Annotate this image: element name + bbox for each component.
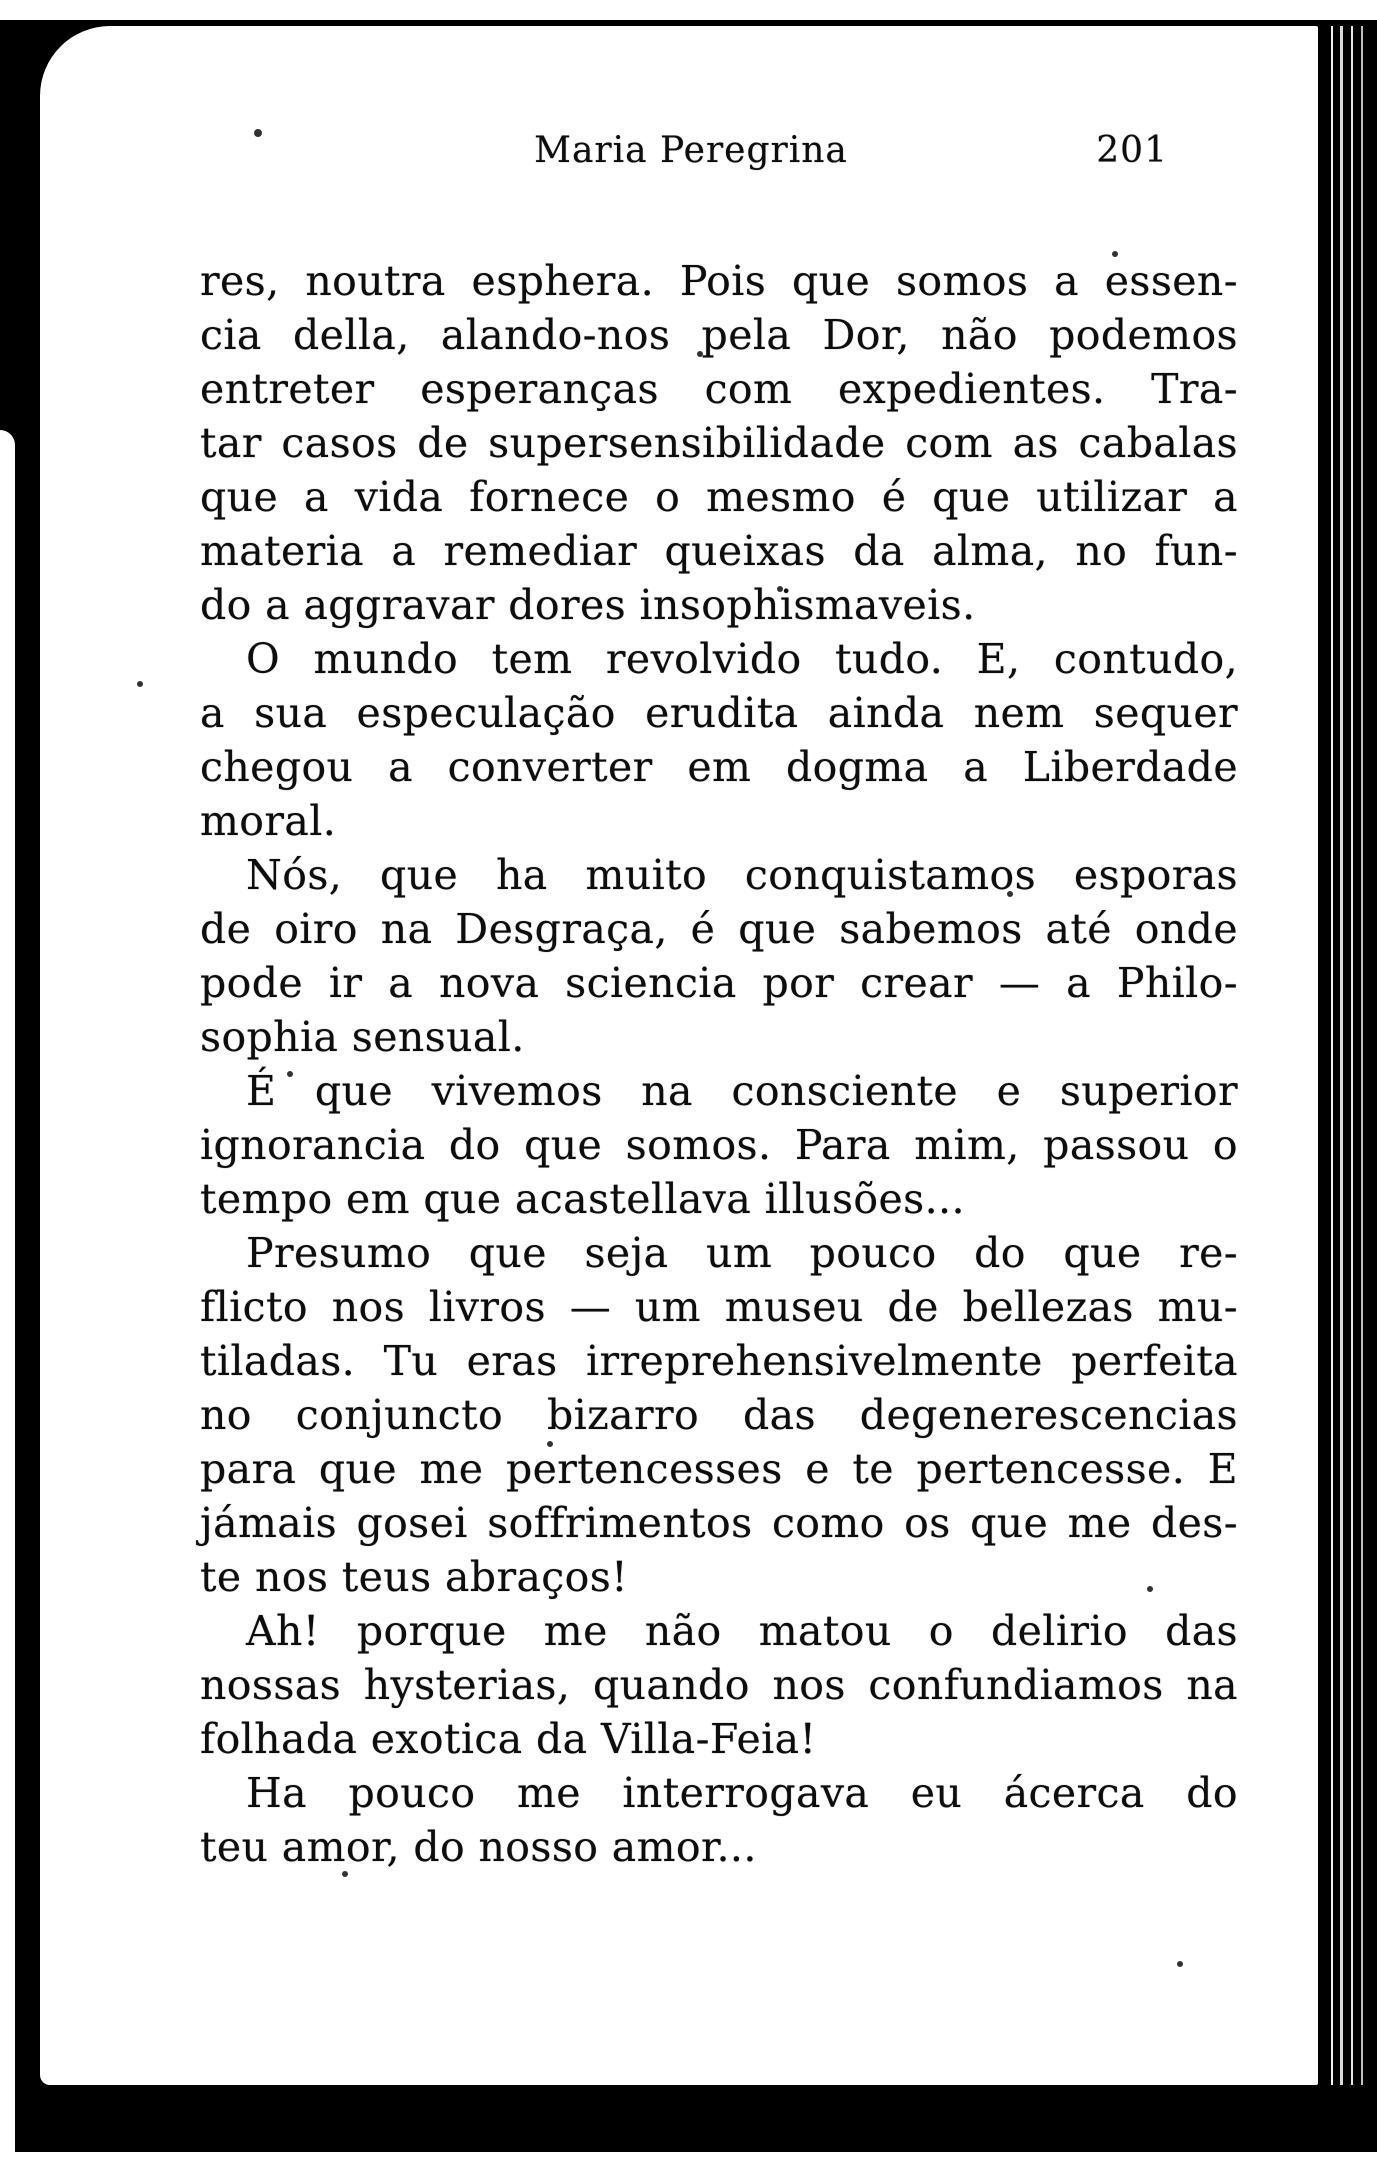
text-line: É que vivemos na consciente e superior [246,1067,1238,1115]
text-line: tar casos de supersensibilidade com as cabalas [200,419,1238,467]
text-line: que a vida fornece o mesmo é que utilizar a [200,473,1238,521]
text-line: de oiro na Desgraça, é que sabemos até onde [200,905,1238,953]
book-page-edges [1318,26,1377,2085]
page-header [200,130,1238,186]
page-text [200,254,1238,1874]
text-line: flicto nos livros — um museu de bellezas mu- [200,1283,1238,1331]
text-line: Ah! porque me não matou o delirio das [246,1607,1238,1655]
page-number: 201 [1096,130,1168,171]
text-line: te nos teus abraços! [200,1553,629,1601]
running-title: Maria Peregrina [534,130,848,171]
text-line: res, noutra esphera. Pois que somos a essen- [200,257,1238,305]
text-line: materia a remediar queixas da alma, no fun- [200,527,1238,575]
text-line: Nós, que ha muito conquistamos esporas [246,851,1238,899]
text-line: ignorancia do que somos. Para mim, passou o [200,1121,1238,1169]
text-line: Presumo que seja um pouco do que re- [246,1229,1238,1277]
text-line: nossas hysterias, quando nos confundiamos na [200,1661,1238,1709]
text-line: para que me pertencesses e te pertencesse. E [200,1445,1238,1493]
text-line: tempo em que acastellava illusões... [200,1175,965,1223]
printed-page [40,26,1318,2085]
text-line: sophia sensual. [200,1013,525,1061]
text-line: no conjuncto bizarro das degenerescencias [200,1391,1238,1439]
text-line: chegou a converter em dogma a Liberdade [200,743,1238,791]
text-line: do a aggravar dores insophismaveis. [200,581,976,629]
text-line: folhada exotica da Villa-Feia! [200,1715,817,1763]
left-edge-white-sliver [0,430,15,2164]
text-line: pode ir a nova sciencia por crear — a Philo- [200,959,1238,1007]
text-line: a sua especulação erudita ainda nem sequer [200,689,1238,737]
scan-speckle-noise [137,681,143,687]
text-line: teu amor, do nosso amor... [200,1823,757,1871]
text-line: jámais gosei soffrimentos como os que me des- [200,1499,1238,1547]
text-line: moral. [200,797,337,845]
text-line: Ha pouco me interrogava eu ácerca do [246,1769,1238,1817]
text-line: cia della, alando-nos pela Dor, não podemos [200,311,1238,359]
text-line: tiladas. Tu eras irreprehensivelmente perfeita [200,1337,1238,1385]
text-line: O mundo tem revolvido tudo. E, contudo, [246,635,1238,683]
text-line: entreter esperanças com expedientes. Tra- [200,365,1238,413]
